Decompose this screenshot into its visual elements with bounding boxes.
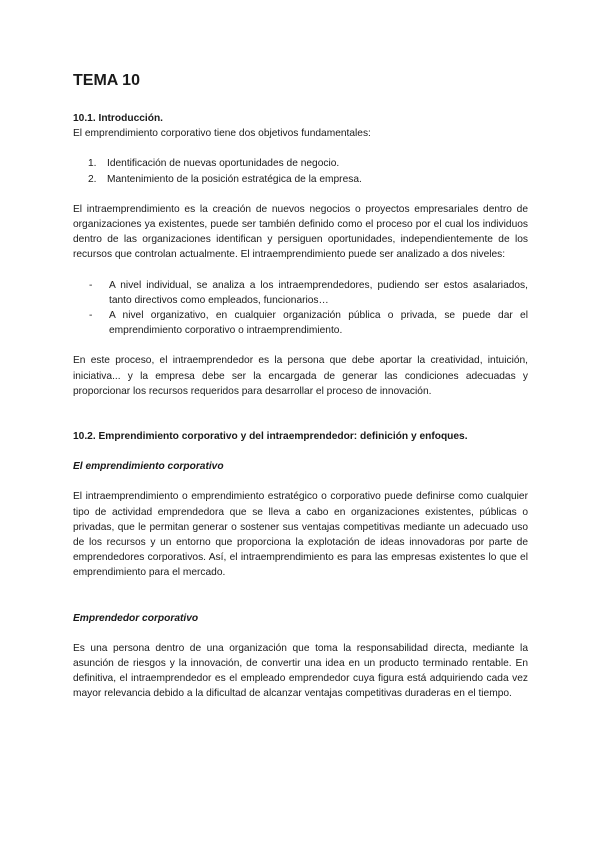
body-paragraph: En este proceso, el intraemprendedor es la persona que debe aportar la creatividad, intuición, iniciativa... y la empresa debe ser la encargada de generar las condiciones adecuadas y proporcionar los recursos requeridos para desarrollar el proceso de innovación. — [73, 355, 528, 397]
list-number: 1. — [88, 158, 97, 170]
list-item — [73, 172, 528, 187]
dash-bullet: - — [89, 310, 93, 322]
levels-list — [73, 278, 528, 339]
list-item-text: A nivel individual, se analiza a los intraemprendedores, pudiendo ser estos asalariados, tanto directivos como empleados, funcionarios… — [109, 279, 528, 306]
list-number: 2. — [88, 173, 97, 185]
body-paragraph: El intraemprendimiento es la creación de nuevos negocios o proyectos empresariales dentro de organizaciones ya existentes, puede ser también definido como el proceso por el cual los individuos dentro de las organizaciones identifican y persiguen oportunidades, independientemente de los recursos que controlan actualmente. El intraemprendimiento puede ser analizado a dos niveles: — [73, 203, 528, 261]
section-heading-emprendimiento: 10.2. Emprendimiento corporativo y del intraemprendedor: definición y enfoques. — [73, 431, 468, 443]
subheading-emprendedor-corporativo: Emprendedor corporativo — [73, 612, 199, 624]
body-paragraph: El intraemprendimiento o emprendimiento estratégico o corporativo puede definirse como cualquier tipo de actividad emprendedora que se lleva a cabo en organizaciones existentes, públicas o privadas, que le permitan generar o sostener sus ventajas competitivas mediante un adecuado uso de los recursos y un entorno que proporciona la explotación de ideas innovadoras por parte de emprendedores corporativos. Así, el intraemprendimiento es para las empresas existentes lo que el emprendimiento para el mercado. — [73, 491, 528, 579]
subheading-emprendimiento-corporativo: El emprendimiento corporativo — [73, 461, 224, 473]
body-paragraph: Es una persona dentro de una organización que toma la responsabilidad directa, mediante la asunción de riesgos y la innovación, de convertir una idea en un producto terminado rentable. En definitiva, el intraemprendedor es el empleado emprendedor cuya figura está adquiriendo cada vez mayor relevancia debido a la dificultad de alcanzar ventajas competitivas duraderas en el tiempo. — [73, 642, 528, 700]
list-item — [73, 278, 528, 308]
section-heading-introduccion: 10.1. Introducción. — [73, 113, 164, 124]
list-item — [73, 156, 528, 171]
page-title: TEMA 10 — [73, 72, 140, 89]
list-item-text: A nivel organizativo, en cualquier organización pública o privada, se puede dar el emprendimiento corporativo o intraemprendimiento. — [109, 310, 528, 337]
document-page — [73, 70, 528, 702]
dash-bullet: - — [89, 279, 93, 291]
list-item-text: Identificación de nuevas oportunidades de negocio. — [107, 158, 340, 170]
objectives-list — [73, 156, 528, 186]
list-item — [73, 308, 528, 338]
list-item-text: Mantenimiento de la posición estratégica de la empresa. — [107, 173, 362, 185]
intro-paragraph: El emprendimiento corporativo tiene dos objetivos fundamentales: — [73, 128, 371, 140]
